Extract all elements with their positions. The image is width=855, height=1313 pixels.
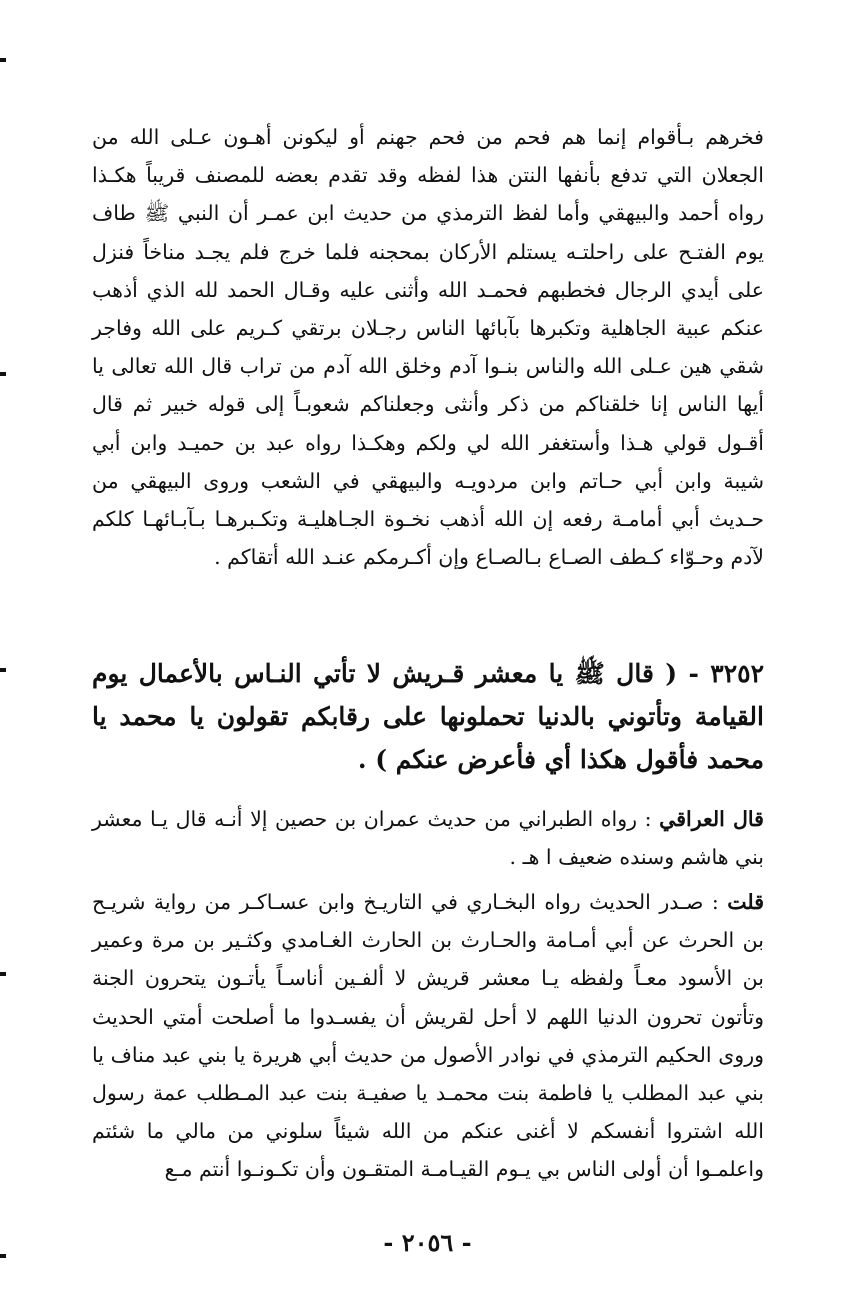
margin-tick-mark [0, 668, 6, 672]
margin-tick-mark [0, 972, 6, 976]
iraqi-note-text: : رواه الطبراني من حديث عمران بن حصين إلا أنـه قال يـا معشر بني هاشم وسنده ضعيف ا هـ . [92, 807, 764, 870]
iraqi-note-paragraph [92, 800, 764, 876]
hadith-number: ٣٢٥٢ [710, 659, 764, 688]
margin-tick-mark [0, 58, 6, 62]
author-note-label: قلت [727, 890, 764, 914]
iraqi-note-label: قال العراقي [659, 807, 764, 831]
hadith-text: - ( قال ﷺ يا معشر قـريش لا تأتي النـاس بالأعمال يوم القيامة وتأتوني بالدنيا تحملونها على رقابكم تقولون يا محمد يا محمد فأقول هكذا أي فأعرض عنكم ) . [92, 659, 764, 774]
commentary-paragraph: فخرهم بـأقوام إنما هم فحم من فحم جهنم أو ليكونن أهـون عـلى الله من الجعلان التي تدفع بأنفها النتن هذا لفظه وقد تقدم بعضه للمصنف قريباً هكـذا رواه أحمد والبيهقي وأما لفظ الترمذي من حديث ابن عمـر أن النبي ﷺ طاف يوم الفتـح على راحلتـه يستلم الأركان بمحجنه فلما خرج فلم يجـد مناخاً فنزل على أيدي الرجال فخطبهم فحمـد الله وأثنى عليه وقـال الحمد لله الذي أذهب عنكم عبية الجاهلية وتكبرها بآبائها الناس رجـلان برتقي كـريم على الله وفاجر شقي هين عـلى الله والناس بنـوا آدم وخلق الله آدم من تراب قال الله تعالى يا أيها الناس إنا خلقناكم من ذكر وأنثى وجعلناكم شعوبـاً إلى قوله خبير ثم قال أقـول قولي هـذا وأستغفر الله لي ولكم وهكـذا رواه عبد بن حميـد وابن أبي شيبة وابن أبي حـاتم وابن مردويـه والبيهقي في الشعب وروى البيهقي من حـديث أبي أمامـة رفعه إن الله أذهب نخـوة الجـاهليـة وتكـبرهـا بـآبـائهـا كلكم لآدم وحـوّاء كـطف الصـاع بـالصـاع وإن أكـرمكم عنـد الله أتقاكم . [92, 125, 764, 570]
author-note-paragraph [92, 883, 764, 1189]
page-number: - ٢٠٥٦ - [383, 1228, 472, 1257]
hadith-heading [92, 652, 764, 781]
margin-tick-mark [0, 372, 6, 376]
author-note-text: : صـدر الحديث رواه البخـاري في التاريـخ وابن عسـاكـر من رواية شريـح بن الحرث عن أبي أمـامة والحـارث بن الحارث الغـامدي وكثـير بن مرة وعمير بن الأسود معـاً ولفظه يـا معشر قريش لا ألفـين أناسـاً يأتـون يتحرون الجنة وتأتون تحرون الدنيا اللهم لا أحل لقريش أن يفسـدوا ما أصلحت أمتي الحديث وروى الحكيم الترمذي في نوادر الأصول من حديث أبي هريرة يا بني عبد مناف يا بني عبد المطلب يا فاطمة بنت محمـد يا صفيـة بنت عبد المـطلب عمة رسول الله اشتروا أنفسكم لا أغنى عنكم من الله شيئاً سلوني من مالي ما شئتم واعلمـوا أن أولى الناس بي يـوم القيـامـة المتقـون وأن تكـونـوا أنتم مـع [92, 890, 764, 1182]
